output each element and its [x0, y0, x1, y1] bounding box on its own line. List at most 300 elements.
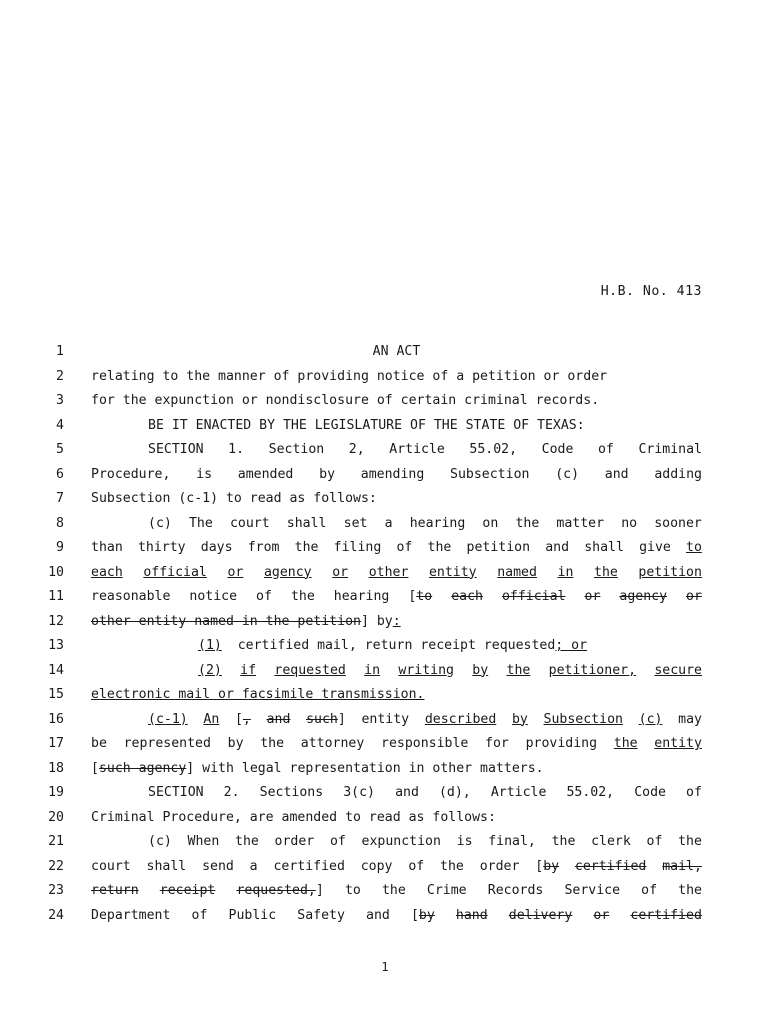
word: [566, 783, 614, 803]
word: [160, 881, 216, 901]
word: [552, 832, 576, 852]
bill-line: [0, 416, 770, 436]
deleted-text: official: [501, 589, 566, 604]
text-run: certified mail, return receipt requested: [221, 638, 556, 653]
inserted-text: secure: [654, 662, 702, 678]
word: [201, 538, 233, 558]
deleted-text: agency: [619, 589, 668, 604]
text-run: responsible: [381, 736, 469, 751]
deleted-text: or: [686, 589, 702, 604]
inserted-text: requested: [274, 662, 346, 678]
deleted-text: return: [91, 883, 139, 898]
inserted-text: electronic mail or facsimile transmission.: [91, 687, 425, 702]
word: [319, 465, 335, 485]
word: [398, 661, 454, 681]
inserted-text: or: [332, 564, 349, 580]
inserted-text: entity: [428, 564, 477, 580]
word: [228, 734, 244, 754]
word: [654, 734, 702, 754]
word: [345, 881, 361, 901]
bill-line: [0, 367, 770, 387]
word: [410, 514, 466, 534]
word: [189, 587, 237, 607]
text-run: to: [344, 883, 361, 898]
line-text: [91, 759, 702, 779]
inserted-text: ; or: [555, 638, 588, 653]
inserted-text: :: [392, 613, 401, 629]
text-run: [: [234, 711, 243, 727]
inserted-text: writing: [398, 662, 454, 678]
word: [526, 734, 597, 754]
text-run: Records: [487, 883, 544, 898]
text-run: the: [678, 883, 702, 898]
bill-line: [0, 710, 770, 730]
text-run: thirty: [137, 540, 186, 555]
text-run: order: [479, 858, 520, 874]
word: [654, 514, 702, 534]
line-text: [91, 906, 702, 926]
word: [236, 881, 323, 901]
line-text: [91, 342, 702, 362]
word: [555, 465, 579, 485]
text-run: may: [678, 711, 702, 727]
line-number: 5: [56, 442, 64, 457]
text-run: AN ACT: [372, 344, 421, 359]
text-run: sooner: [654, 515, 702, 531]
text-run: days: [200, 540, 233, 555]
text-run: Code: [634, 785, 666, 800]
text-run: Procedure,: [91, 466, 171, 482]
deleted-text: ,: [242, 711, 251, 727]
deleted-text: such agency: [98, 760, 187, 776]
text-run: 55.02,: [469, 442, 518, 457]
deleted-text: hand: [455, 907, 488, 923]
inserted-text: to: [686, 540, 702, 555]
word: [230, 514, 270, 534]
word: [91, 465, 170, 485]
bill-line: [0, 612, 770, 632]
line-number: 6: [56, 466, 64, 482]
word: [509, 906, 573, 926]
word: [148, 710, 188, 730]
word: [334, 587, 390, 607]
line-number: 14: [48, 662, 64, 678]
line-number: 19: [48, 785, 64, 800]
word: [366, 906, 390, 926]
inserted-text: in: [557, 564, 574, 580]
text-run: is: [456, 834, 473, 849]
bill-line: [0, 636, 770, 656]
word: [427, 881, 467, 901]
word: [564, 881, 620, 901]
word: [512, 710, 528, 730]
text-run: certified: [273, 858, 345, 874]
word: [549, 661, 636, 681]
word: [450, 465, 529, 485]
word: [614, 734, 638, 754]
bill-line: [0, 906, 770, 926]
deleted-text: by: [543, 858, 560, 874]
bill-line: [0, 857, 770, 877]
inserted-text: if: [240, 662, 257, 678]
line-number: 9: [56, 540, 64, 555]
word: [198, 661, 222, 681]
line-number: 20: [48, 809, 64, 825]
word: [385, 514, 393, 534]
line-number: 22: [48, 858, 64, 874]
word: [686, 783, 702, 803]
word: [591, 832, 631, 852]
word: [456, 906, 488, 926]
word: [429, 563, 477, 583]
word: [148, 440, 204, 460]
inserted-text: An: [203, 711, 220, 727]
word: [349, 440, 365, 460]
line-number: 10: [48, 564, 64, 580]
word: [686, 587, 702, 607]
line-text: [91, 661, 702, 681]
inserted-text: Subsection: [543, 711, 623, 727]
text-run: [: [410, 907, 419, 923]
text-run: When: [187, 834, 220, 849]
word: [138, 538, 186, 558]
deleted-text: to: [416, 589, 433, 604]
text-run: the: [427, 540, 452, 555]
text-run: the: [290, 589, 315, 604]
word: [91, 906, 170, 926]
inserted-text: agency: [263, 564, 312, 580]
word: [273, 857, 344, 877]
text-run: of: [396, 540, 413, 555]
word: [224, 783, 240, 803]
text-run: BE IT ENACTED BY THE LEGISLATURE OF THE STATE OF TEXAS:: [148, 417, 585, 433]
text-run: amending: [360, 466, 425, 482]
deleted-text: certified: [574, 858, 647, 874]
text-run: [: [408, 589, 417, 604]
text-run: attorney: [300, 736, 365, 751]
word: [250, 857, 258, 877]
word: [545, 538, 569, 558]
inserted-text: the: [506, 662, 531, 678]
word: [598, 440, 614, 460]
line-text: [91, 563, 702, 583]
word: [361, 710, 409, 730]
text-run: Safety: [297, 907, 345, 923]
word: [189, 514, 213, 534]
text-run: be: [91, 736, 107, 751]
text-run: the: [515, 515, 540, 531]
word: [148, 783, 204, 803]
text-run: copy: [360, 858, 393, 874]
deleted-text: or: [593, 907, 610, 923]
text-run: send: [202, 858, 234, 874]
word: [535, 857, 559, 877]
line-number: 15: [48, 687, 64, 702]
line-text: [91, 857, 702, 877]
deleted-text: delivery: [508, 907, 573, 923]
text-run: order: [274, 834, 315, 849]
inserted-text: (c): [638, 711, 663, 727]
word: [192, 906, 208, 926]
inserted-text: each: [91, 564, 123, 580]
word: [148, 832, 172, 852]
text-run: final,: [488, 834, 536, 849]
text-run: and: [366, 907, 390, 923]
word: [148, 514, 172, 534]
deleted-text: requested,: [236, 883, 316, 898]
text-run: Department: [91, 907, 171, 923]
word: [647, 832, 663, 852]
text-run: notice: [189, 589, 238, 604]
line-text: [91, 367, 702, 387]
word: [639, 710, 663, 730]
word: [91, 881, 139, 901]
line-number: 21: [48, 834, 64, 849]
inserted-text: (1): [198, 638, 222, 653]
line-number: 24: [48, 907, 64, 923]
inserted-text: in: [364, 662, 381, 678]
text-run: no: [621, 515, 638, 531]
text-run: the: [440, 858, 464, 874]
line-text: [91, 783, 702, 803]
text-run: of: [641, 883, 658, 898]
line-text: [91, 881, 702, 901]
text-run: Sections: [259, 785, 324, 800]
word: [361, 857, 393, 877]
text-run: give: [639, 540, 671, 555]
bill-line: [0, 342, 770, 362]
text-run: by: [319, 466, 336, 482]
word: [502, 587, 566, 607]
word: [480, 857, 520, 877]
word: [381, 734, 468, 754]
line-text: [91, 636, 702, 656]
word: [507, 661, 531, 681]
word: [382, 881, 406, 901]
word: [678, 710, 702, 730]
text-run: ]: [337, 711, 346, 727]
word: [260, 734, 284, 754]
word: [654, 465, 702, 485]
line-text: [91, 612, 702, 632]
inserted-text: petitioner,: [548, 662, 637, 678]
line-number: 2: [56, 368, 64, 384]
text-run: of: [256, 589, 272, 604]
text-run: of: [686, 785, 702, 800]
inserted-text: petition: [638, 564, 702, 580]
line-text: [91, 832, 702, 852]
line-text: [91, 587, 702, 607]
line-text: [91, 808, 702, 828]
text-run: shall: [584, 540, 624, 555]
word: [428, 538, 452, 558]
text-run: shall: [146, 858, 187, 874]
word: [91, 563, 123, 583]
text-run: than: [91, 540, 123, 555]
text-run: the: [678, 834, 702, 849]
word: [472, 661, 488, 681]
word: [584, 587, 600, 607]
word: [91, 857, 131, 877]
word: [469, 440, 517, 460]
text-run: Section: [268, 442, 325, 457]
word: [227, 563, 243, 583]
bill-line: [0, 391, 770, 411]
word: [301, 734, 365, 754]
word: [306, 710, 346, 730]
text-run: of: [597, 442, 614, 457]
text-run: entity: [361, 711, 410, 727]
line-text: [91, 538, 702, 558]
word: [662, 857, 702, 877]
word: [124, 734, 211, 754]
bill-line: [0, 734, 770, 754]
word: [584, 538, 624, 558]
word: [593, 906, 609, 926]
word: [269, 440, 325, 460]
text-run: ]: [315, 883, 324, 898]
inserted-text: by: [511, 711, 528, 727]
bill-line: [0, 563, 770, 583]
word: [515, 514, 539, 534]
deleted-text: certified: [630, 907, 702, 923]
bill-number: H.B. No. 413: [600, 284, 702, 299]
word: [678, 881, 702, 901]
inserted-text: named: [497, 564, 537, 580]
word: [556, 514, 604, 534]
text-run: Crime: [426, 883, 467, 898]
deleted-text: mail,: [662, 858, 702, 874]
word: [362, 832, 441, 852]
inserted-text: (c-1): [148, 711, 188, 727]
page-number: 1: [381, 960, 389, 974]
word: [488, 832, 536, 852]
line-number: 18: [48, 760, 64, 776]
word: [621, 514, 637, 534]
line-number: 13: [48, 638, 64, 653]
word: [408, 857, 424, 877]
line-number: 17: [48, 736, 64, 751]
word: [275, 832, 315, 852]
word: [491, 783, 547, 803]
word: [196, 465, 212, 485]
text-run: petition: [466, 540, 531, 555]
word: [143, 563, 207, 583]
word: [395, 783, 419, 803]
deleted-text: by: [418, 907, 435, 923]
text-run: 3(c): [343, 785, 375, 800]
word: [240, 661, 256, 681]
word: [439, 783, 471, 803]
text-run: a: [384, 515, 393, 531]
text-run: and: [604, 466, 629, 482]
inserted-text: the: [594, 564, 618, 580]
bill-line: [0, 808, 770, 828]
word: [485, 734, 509, 754]
deleted-text: and: [266, 711, 291, 727]
word: [488, 881, 544, 901]
word: [630, 906, 701, 926]
word: [638, 440, 702, 460]
text-run: adding: [654, 466, 702, 482]
line-number: 11: [48, 589, 64, 604]
word: [497, 563, 537, 583]
deleted-text: receipt: [159, 883, 216, 898]
word: [147, 857, 187, 877]
word: [330, 832, 346, 852]
text-run: set: [343, 515, 368, 531]
text-run: a: [249, 858, 258, 874]
bill-line: [0, 538, 770, 558]
word: [639, 538, 671, 558]
text-run: 2,: [348, 442, 365, 457]
bill-line: [0, 489, 770, 509]
text-run: and: [545, 540, 570, 555]
text-run: the: [294, 540, 319, 555]
text-run: of: [408, 858, 425, 874]
word: [619, 587, 667, 607]
text-run: of: [646, 834, 663, 849]
word: [334, 538, 382, 558]
bill-line: [0, 881, 770, 901]
text-run: filing: [333, 540, 382, 555]
text-run: relating to the manner of providing notice of a petition or order: [91, 368, 608, 384]
text-run: (d),: [438, 785, 471, 800]
word: [638, 563, 702, 583]
word: [228, 440, 244, 460]
text-run: for the expunction or nondisclosure of certain criminal records.: [91, 393, 600, 408]
word: [235, 832, 259, 852]
word: [188, 832, 220, 852]
inserted-text: by: [472, 662, 489, 678]
word: [91, 538, 123, 558]
text-run: Code: [541, 442, 574, 457]
text-run: hearing: [333, 589, 390, 604]
bill-line: [0, 587, 770, 607]
text-run: of: [329, 834, 346, 849]
word: [91, 587, 170, 607]
bill-line: [0, 465, 770, 485]
text-run: the: [381, 883, 406, 898]
word: [264, 563, 312, 583]
text-run: Service: [564, 883, 621, 898]
bill-line: [0, 783, 770, 803]
text-run: Subsection (c-1) to read as follows:: [91, 491, 377, 506]
word: [634, 783, 666, 803]
line-text: [91, 514, 702, 534]
text-run: for: [485, 736, 509, 751]
text-run: the: [235, 834, 259, 849]
text-run: of: [191, 907, 208, 923]
text-run: Subsection: [450, 466, 530, 482]
bill-line: [0, 514, 770, 534]
word: [235, 710, 251, 730]
word: [297, 906, 345, 926]
line-text: [91, 440, 702, 460]
line-text: [91, 391, 702, 411]
word: [678, 832, 702, 852]
word: [457, 832, 473, 852]
word: [343, 783, 375, 803]
text-run: SECTION: [148, 785, 204, 800]
word: [361, 465, 425, 485]
word: [229, 906, 277, 926]
text-run: Article: [490, 785, 547, 800]
text-run: court: [91, 858, 131, 874]
text-run: by: [227, 736, 244, 751]
line-number: 4: [56, 417, 64, 433]
word: [274, 661, 345, 681]
